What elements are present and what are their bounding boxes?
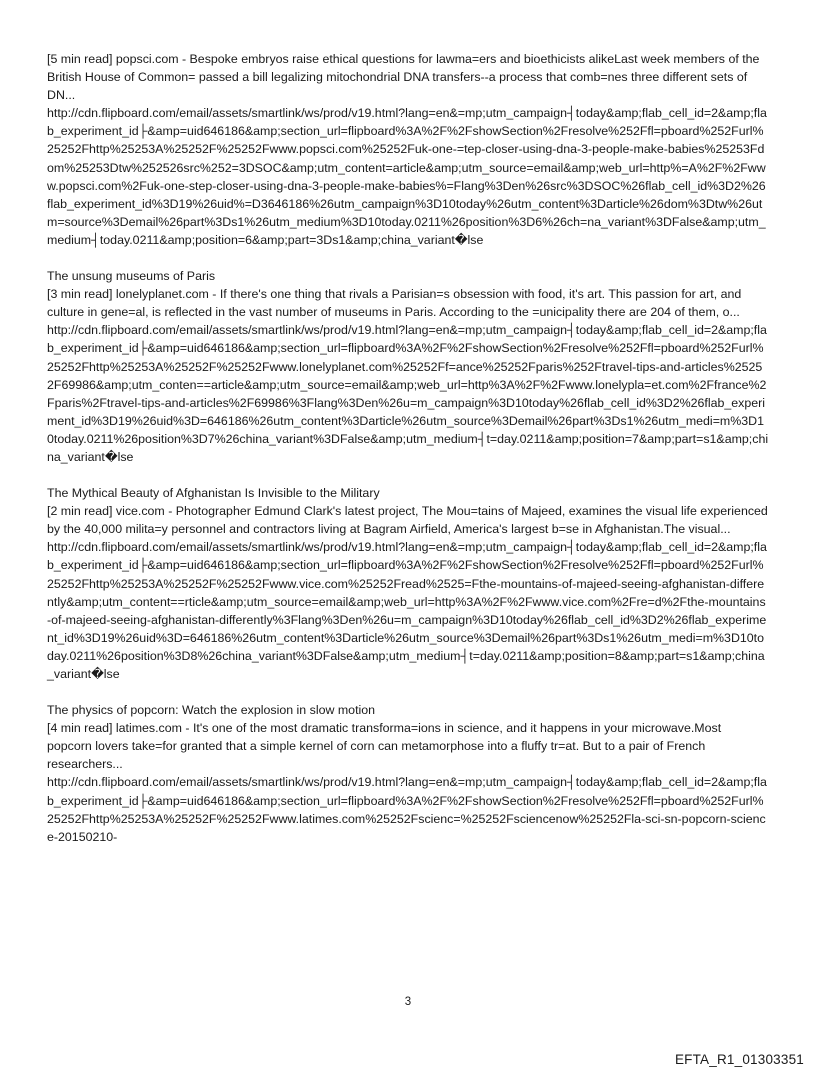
article-summary: [3 min read] lonelyplanet.com - If there's one thing that rivals a Parisian=s obsession with food, it's art. This passion for art, and culture in gene=al, is reflected in the vast number of museums in Paris. According to the =unicipality there are 204 of them, o... [47, 287, 742, 320]
article-entry [47, 484, 769, 683]
article-summary: [5 min read] popsci.com - Bespoke embryos raise ethical questions for lawma=ers and bioethicists alikeLast week members of the British House of Common= passed a bill legalizing mitochondrial DNA transfers--a process that comb=nes three different sets of DN... [47, 52, 760, 103]
article-link[interactable]: http://cdn.flipboard.com/email/assets/smartlink/ws/prod/v19.html?lang=en&=mp;utm_campaign┤today&amp;flab_cell_id=2&amp;flab_experiment_id├&amp=uid646186&amp;section_url=flipboard%3A%2F%2FshowSection%2Fresolve%252Ffl=pboard%252Furl%25252Fhttp%25253A%25252F%25252Fwww.latimes.com%25252Fscienc=%25252Fsciencenow%25252Fla-sci-sn-popcorn-science-20150210- [47, 775, 767, 844]
page-number: 3 [404, 996, 412, 1008]
article-summary: [2 min read] vice.com - Photographer Edmund Clark's latest project, The Mou=tains of Majeed, examines the visual life experienced by the 40,000 milita=y personnel and contractors living at Bagram Airfield, America's largest b=se in Afghanistan.The visual... [47, 504, 768, 537]
document-body [47, 50, 769, 864]
article-entry [47, 701, 769, 846]
article-summary: [4 min read] latimes.com - It's one of the most dramatic transforma=ions in science, and it happens in your microwave.Most popcorn lovers take=for granted that a simple kernel of corn can metamorphose into a fluffy tr=at. But to a pair of French researchers... [47, 721, 722, 772]
article-link[interactable]: http://cdn.flipboard.com/email/assets/smartlink/ws/prod/v19.html?lang=en&=mp;utm_campaign┤today&amp;flab_cell_id=2&amp;flab_experiment_id├&amp=uid646186&amp;section_url=flipboard%3A%2F%2FshowSection%2Fresolve%252Ffl=pboard%252Furl%25252Fhttp%25253A%25252F%25252Fwww.lonelyplanet.com%25252Ff=ance%25252Fparis%252Ftravel-tips-and-articles%25252F69986&amp;utm_conten==article&amp;utm_source=email&amp;web_url=http%3A%2F%2Fwww.lonelypla=et.com%2Ffrance%2Fparis%2Ftravel-tips-and-articles%2F69986%3Flang%3Den%26u=m_campaign%3D10today%26flab_cell_id%3D2%26flab_experiment_id%3D19%26uid%3D=646186%26utm_content%3Darticle%26utm_source%3Demail%26part%3Ds1%26utm_medi=m%3D10today.0211%26position%3D7%26china_variant%3DFalse&amp;utm_medium┤t=day.0211&amp;position=7&amp;part=s1&amp;china_variant�lse [47, 323, 769, 464]
article-title: The unsung museums of Paris [47, 269, 216, 284]
article-link[interactable]: http://cdn.flipboard.com/email/assets/smartlink/ws/prod/v19.html?lang=en&=mp;utm_campaign┤today&amp;flab_cell_id=2&amp;flab_experiment_id├&amp=uid646186&amp;section_url=flipboard%3A%2F%2FshowSection%2Fresolve%252Ffl=pboard%252Furl%25252Fhttp%25253A%25252F%25252Fwww.vice.com%25252Fread%2525=Fthe-mountains-of-majeed-seeing-afghanistan-differently&amp;utm_content==rticle&amp;utm_source=email&amp;web_url=http%3A%2F%2Fwww.vice.com%2Fre=d%2Fthe-mountains-of-majeed-seeing-afghanistan-differently%3Flang%3Den%26u=m_campaign%3D10today%26flab_cell_id%3D2%26flab_experiment_id%3D19%26uid%3D=646186%26utm_content%3Darticle%26utm_source%3Demail%26part%3Ds1%26utm_medi=m%3D10today.0211%26position%3D8%26china_variant%3DFalse&amp;utm_medium┤t=day.0211&amp;position=8&amp;part=s1&amp;china_variant�lse [47, 540, 767, 681]
document-id: EFTA_R1_01303351 [674, 1052, 804, 1067]
article-entry [47, 50, 769, 249]
article-entry [47, 267, 769, 466]
article-title: The physics of popcorn: Watch the explosion in slow motion [47, 703, 376, 718]
article-link[interactable]: http://cdn.flipboard.com/email/assets/smartlink/ws/prod/v19.html?lang=en&=mp;utm_campaign┤today&amp;flab_cell_id=2&amp;flab_experiment_id├&amp=uid646186&amp;section_url=flipboard%3A%2F%2FshowSection%2Fresolve%252Ffl=pboard%252Furl%25252Fhttp%25253A%25252F%25252Fwww.popsci.com%25252Fuk-one-=tep-closer-using-dna-3-people-make-babies%25253Fdom%25253Dtw%252526src%252=3DSOC&amp;utm_content=article&amp;utm_source=email&amp;web_url=http%=A%2F%2Fwww.popsci.com%2Fuk-one-step-closer-using-dna-3-people-make-babies%=Flang%3Den%26src%3DSOC%26flab_cell_id%3D2%26flab_experiment_id%3D19%26uid%=D3646186%26utm_campaign%3D10today%26utm_content%3Darticle%26dom%3Dtw%26utm=source%3Demail%26part%3Ds1%26utm_medium%3D10today.0211%26position%3D6%26ch=na_variant%3DFalse&amp;utm_medium┤today.0211&amp;position=6&amp;part=3Ds1&amp;china_variant�lse [47, 106, 767, 247]
article-title: The Mythical Beauty of Afghanistan Is Invisible to the Military [47, 486, 380, 501]
